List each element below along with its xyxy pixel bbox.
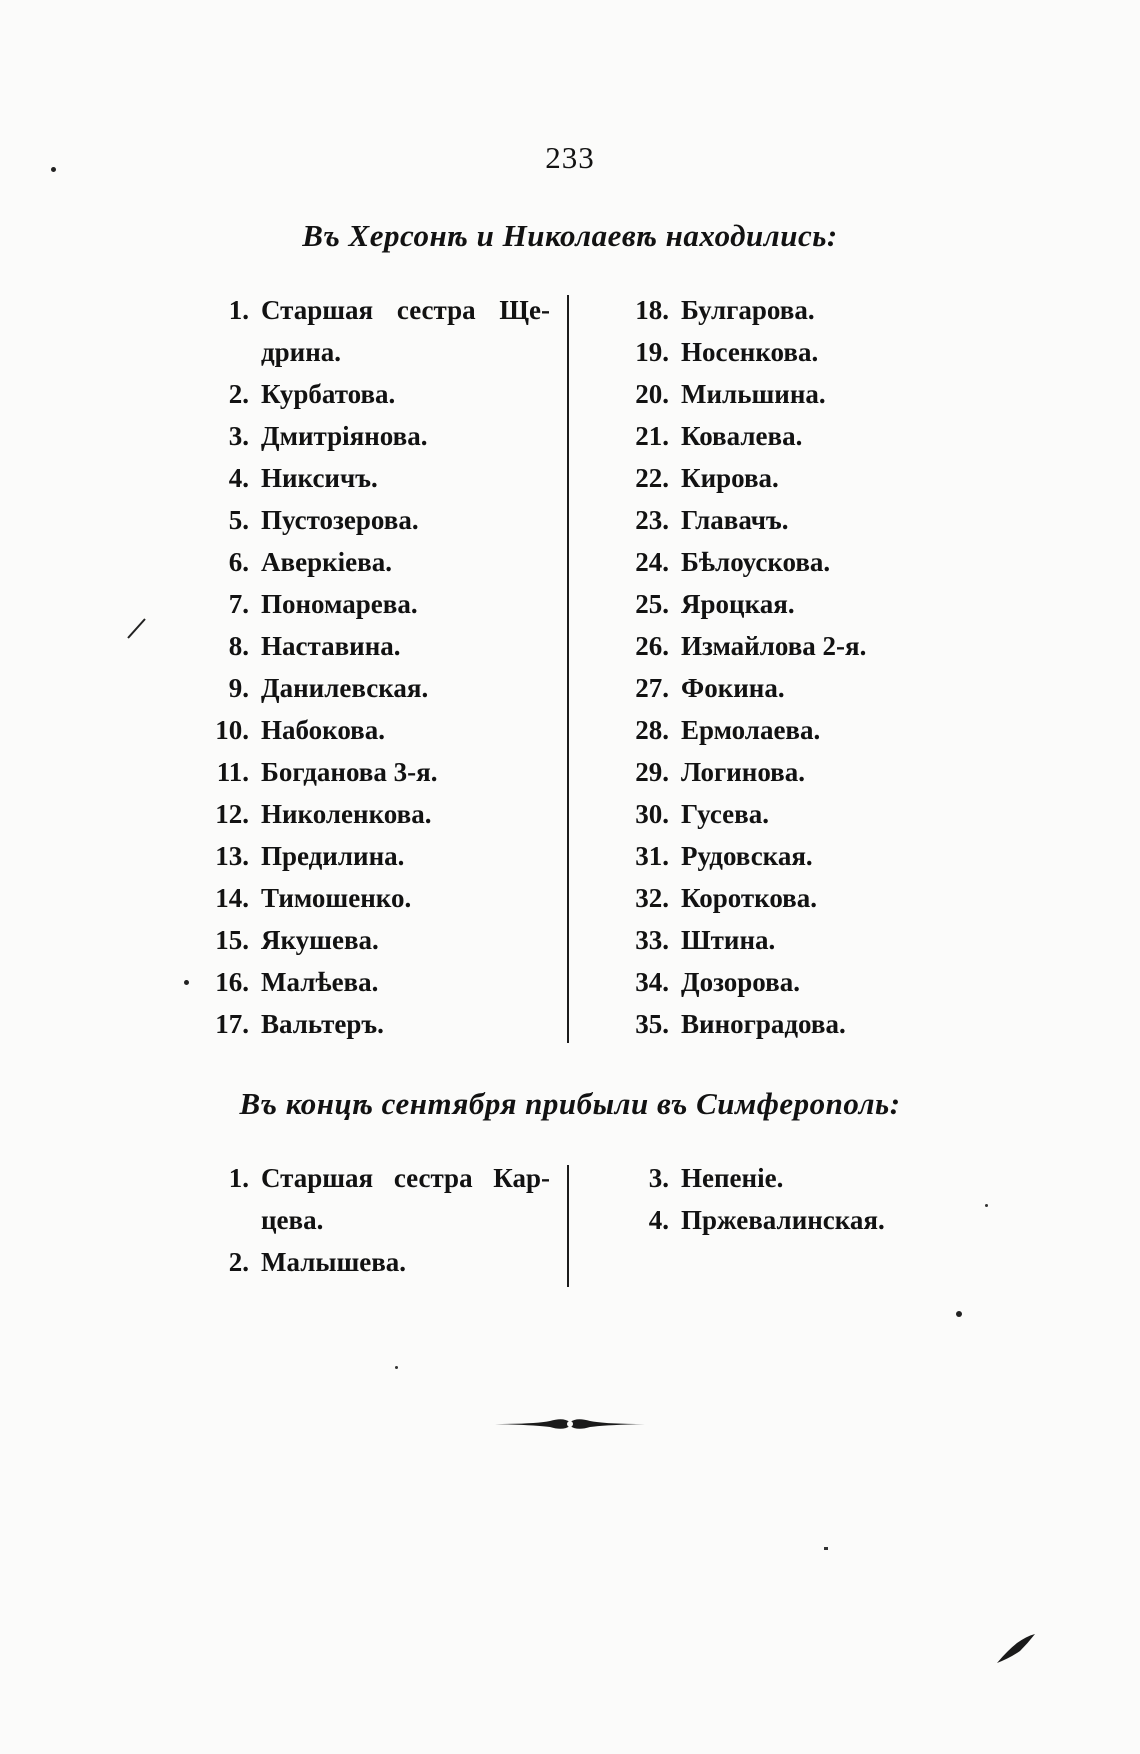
list-entry	[605, 751, 965, 793]
section-1-list	[0, 289, 1140, 1049]
list-entry	[605, 709, 965, 751]
list-entry	[605, 541, 965, 583]
list-entry	[185, 457, 550, 499]
entry-name: Аверкіева.	[261, 547, 392, 577]
entry-name: Дозорова.	[681, 967, 800, 997]
entry-number: 23.	[635, 505, 669, 535]
entry-number: 19.	[635, 337, 669, 367]
entry-name: Виноградова.	[681, 1009, 846, 1039]
entry-name: Пржевалинская.	[681, 1205, 885, 1235]
entry-number: 16.	[215, 967, 249, 997]
entry-name: Ермолаева.	[681, 715, 821, 745]
list-entry	[605, 457, 965, 499]
scan-speck	[985, 1204, 988, 1207]
entry-name	[261, 1157, 550, 1199]
entry-number: 22.	[635, 463, 669, 493]
entry-number: 5.	[228, 505, 249, 535]
entry-name: Курбатова.	[261, 379, 396, 409]
list-entry	[185, 499, 550, 541]
entry-name-word: Старшая	[261, 1163, 374, 1193]
entry-name: Носенкова.	[681, 337, 819, 367]
entry-number: 34.	[635, 967, 669, 997]
column-divider	[567, 1165, 569, 1287]
ink-blot	[995, 1631, 1037, 1665]
entry-name-word: Кар-	[493, 1163, 550, 1193]
entry-name: Никсичъ.	[261, 463, 378, 493]
list-entry	[605, 1003, 965, 1045]
section-2-right-column	[605, 1157, 965, 1241]
entry-number: 7.	[228, 589, 249, 619]
section-1-right-column	[605, 289, 965, 1045]
entry-name-word: сестра	[393, 1163, 473, 1193]
list-entry	[605, 625, 965, 667]
entry-name: Логинова.	[681, 757, 805, 787]
entry-name: Наставина.	[261, 631, 401, 661]
entry-name: Рудовская.	[681, 841, 813, 871]
entry-number: 2.	[228, 1247, 249, 1277]
entry-number: 4.	[228, 463, 249, 493]
list-entry	[605, 1157, 965, 1199]
entry-name: Кирова.	[681, 463, 779, 493]
entry-name: Богданова 3-я.	[261, 757, 438, 787]
entry-number: 24.	[635, 547, 669, 577]
entry-number: 33.	[635, 925, 669, 955]
entry-name-word: сестра	[396, 295, 476, 325]
section-1-left-column	[185, 289, 550, 1045]
list-entry	[605, 919, 965, 961]
entry-number: 9.	[228, 673, 249, 703]
entry-name-word: Старшая	[261, 295, 374, 325]
entry-number: 17.	[215, 1009, 249, 1039]
list-entry	[185, 709, 550, 751]
entry-name: Ковалева.	[681, 421, 803, 451]
entry-name: Пономарева.	[261, 589, 418, 619]
entry-number: 4.	[648, 1205, 669, 1235]
entry-name: Вальтеръ.	[261, 1009, 384, 1039]
entry-number: 21.	[635, 421, 669, 451]
list-entry	[185, 793, 550, 835]
entry-number: 3.	[648, 1163, 669, 1193]
list-entry	[605, 961, 965, 1003]
entry-number: 2.	[228, 379, 249, 409]
entry-name: Непеніе.	[681, 1163, 784, 1193]
entry-name: Бѣлоускова.	[681, 547, 831, 577]
scan-speck	[184, 980, 189, 985]
entry-number: 11.	[216, 757, 249, 787]
entry-name: Данилевская.	[261, 673, 429, 703]
entry-name: Мильшина.	[681, 379, 826, 409]
entry-number: 6.	[228, 547, 249, 577]
entry-number: 1.	[228, 1163, 249, 1193]
entry-number: 15.	[215, 925, 249, 955]
list-entry	[185, 751, 550, 793]
list-entry	[605, 1199, 965, 1241]
list-entry	[605, 331, 965, 373]
entry-name: Якушева.	[261, 925, 379, 955]
scan-speck	[395, 1366, 398, 1369]
entry-name: Малѣева.	[261, 967, 379, 997]
list-entry	[605, 835, 965, 877]
entry-number: 8.	[228, 631, 249, 661]
entry-name: Короткова.	[681, 883, 818, 913]
section-2-left-column	[185, 1157, 550, 1283]
entry-name: Набокова.	[261, 715, 386, 745]
entry-number: 12.	[215, 799, 249, 829]
entry-number: 29.	[635, 757, 669, 787]
end-ornament	[495, 1413, 645, 1435]
list-entry	[185, 1157, 550, 1199]
entry-number: 25.	[635, 589, 669, 619]
list-entry	[605, 793, 965, 835]
entry-name: цева.	[261, 1205, 324, 1235]
list-entry	[185, 835, 550, 877]
list-entry	[605, 289, 965, 331]
entry-name-word: Ще-	[499, 295, 550, 325]
list-entry	[185, 583, 550, 625]
entry-number: 3.	[228, 421, 249, 451]
entry-name: Малышева.	[261, 1247, 407, 1277]
entry-name: дрина.	[261, 337, 342, 367]
entry-name: Предилина.	[261, 841, 405, 871]
scan-speck	[51, 167, 56, 172]
list-entry	[185, 289, 550, 331]
list-entry	[185, 961, 550, 1003]
list-entry	[185, 373, 550, 415]
entry-number: 30.	[635, 799, 669, 829]
list-entry	[185, 1003, 550, 1045]
entry-name: Пустозерова.	[261, 505, 419, 535]
entry-name: Гусева.	[681, 799, 769, 829]
entry-name: Главачъ.	[681, 505, 789, 535]
scan-speck	[956, 1311, 962, 1317]
list-entry	[185, 919, 550, 961]
entry-number: 26.	[635, 631, 669, 661]
section-1-heading: Въ Херсонѣ и Николаевѣ находились:	[302, 218, 838, 253]
entry-name: Дмитріянова.	[261, 421, 428, 451]
entry-name: Николенкова.	[261, 799, 432, 829]
entry-number: 35.	[635, 1009, 669, 1039]
list-entry	[605, 499, 965, 541]
entry-name: Измайлова 2-я.	[681, 631, 867, 661]
entry-name: Яроцкая.	[681, 589, 795, 619]
list-entry	[185, 667, 550, 709]
list-entry	[185, 877, 550, 919]
scan-speck	[824, 1547, 828, 1550]
list-entry	[185, 1241, 550, 1283]
entry-number: 28.	[635, 715, 669, 745]
page-number: 233	[545, 140, 595, 175]
entry-name: Фокина.	[681, 673, 785, 703]
column-divider	[567, 295, 569, 1043]
list-entry	[185, 541, 550, 583]
entry-number: 10.	[215, 715, 249, 745]
section-2-list	[0, 1157, 1140, 1297]
entry-name: Булгарова.	[681, 295, 815, 325]
list-entry	[185, 331, 550, 373]
list-entry	[185, 625, 550, 667]
list-entry	[185, 415, 550, 457]
list-entry	[605, 583, 965, 625]
entry-number: 27.	[635, 673, 669, 703]
list-entry	[605, 667, 965, 709]
list-entry	[605, 415, 965, 457]
list-entry	[185, 1199, 550, 1241]
entry-number: 31.	[635, 841, 669, 871]
list-entry	[605, 877, 965, 919]
entry-name: Штина.	[681, 925, 776, 955]
list-entry	[605, 373, 965, 415]
entry-number: 14.	[215, 883, 249, 913]
entry-number: 18.	[635, 295, 669, 325]
entry-number: 13.	[215, 841, 249, 871]
entry-number: 32.	[635, 883, 669, 913]
pencil-mark	[125, 617, 147, 641]
entry-number: 1.	[228, 295, 249, 325]
entry-number: 20.	[635, 379, 669, 409]
entry-name	[261, 289, 550, 331]
entry-name: Тимошенко.	[261, 883, 412, 913]
section-2-heading: Въ концѣ сентября прибыли въ Симферополь:	[239, 1086, 901, 1121]
